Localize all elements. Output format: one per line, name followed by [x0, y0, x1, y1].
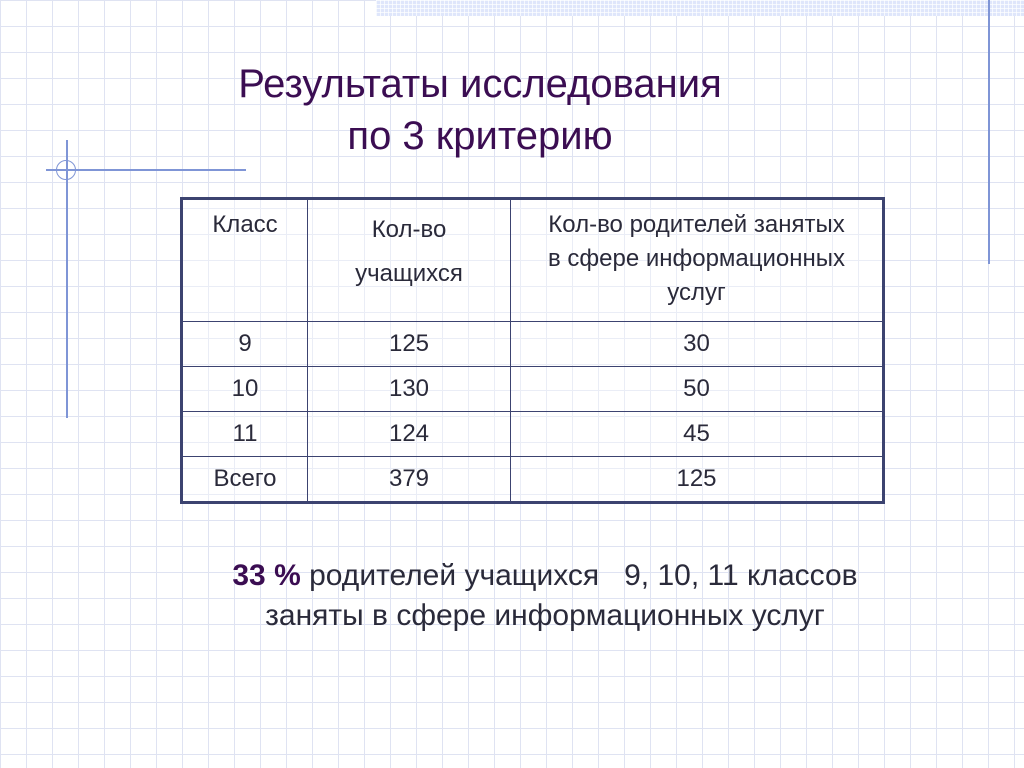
- slide-title-line2: по 3 критерию: [347, 114, 613, 158]
- table-row: [182, 412, 884, 457]
- header-parents-line3: услуг: [667, 279, 726, 306]
- cell-class: 10: [182, 367, 308, 412]
- cell-class: 9: [182, 322, 308, 367]
- decorative-vertical-line-right: [988, 0, 990, 264]
- cell-parents: 50: [511, 367, 884, 412]
- summary-line2: заняты в сфере информационных услуг: [265, 599, 825, 632]
- slide-title-line1: Результаты исследования: [238, 62, 722, 106]
- cell-students: 130: [308, 367, 511, 412]
- header-parents: [511, 199, 884, 322]
- cell-parents: 125: [511, 457, 884, 503]
- decorative-horizontal-line-left: [46, 169, 246, 171]
- header-students: [308, 199, 511, 322]
- header-class: [182, 199, 308, 322]
- summary-percent: 33 %: [232, 559, 301, 592]
- cell-class: Всего: [182, 457, 308, 503]
- top-decorative-band: [376, 0, 1024, 16]
- decorative-vertical-line-left: [66, 140, 68, 418]
- summary-line1: родителей учащихся 9, 10, 11 классов: [300, 559, 858, 592]
- cell-students: 124: [308, 412, 511, 457]
- cell-parents: 45: [511, 412, 884, 457]
- header-students-line1: Кол-во: [371, 216, 447, 243]
- decorative-circle: [56, 160, 76, 180]
- header-class-label: Класс: [212, 211, 278, 238]
- table-header-row: [182, 199, 884, 322]
- table-row-total: [182, 457, 884, 503]
- cell-class: 11: [182, 412, 308, 457]
- cell-students: 379: [308, 457, 511, 503]
- header-students-line2: учащихся: [355, 260, 463, 287]
- cell-students: 125: [308, 322, 511, 367]
- cell-parents: 30: [511, 322, 884, 367]
- header-parents-line2: в сфере информационных: [547, 245, 846, 272]
- slide-title: [160, 58, 800, 162]
- header-parents-line1: Кол-во родителей занятых: [548, 211, 845, 238]
- summary-text: [150, 556, 940, 636]
- table-row: [182, 367, 884, 412]
- table-row: [182, 322, 884, 367]
- results-table: [180, 197, 885, 504]
